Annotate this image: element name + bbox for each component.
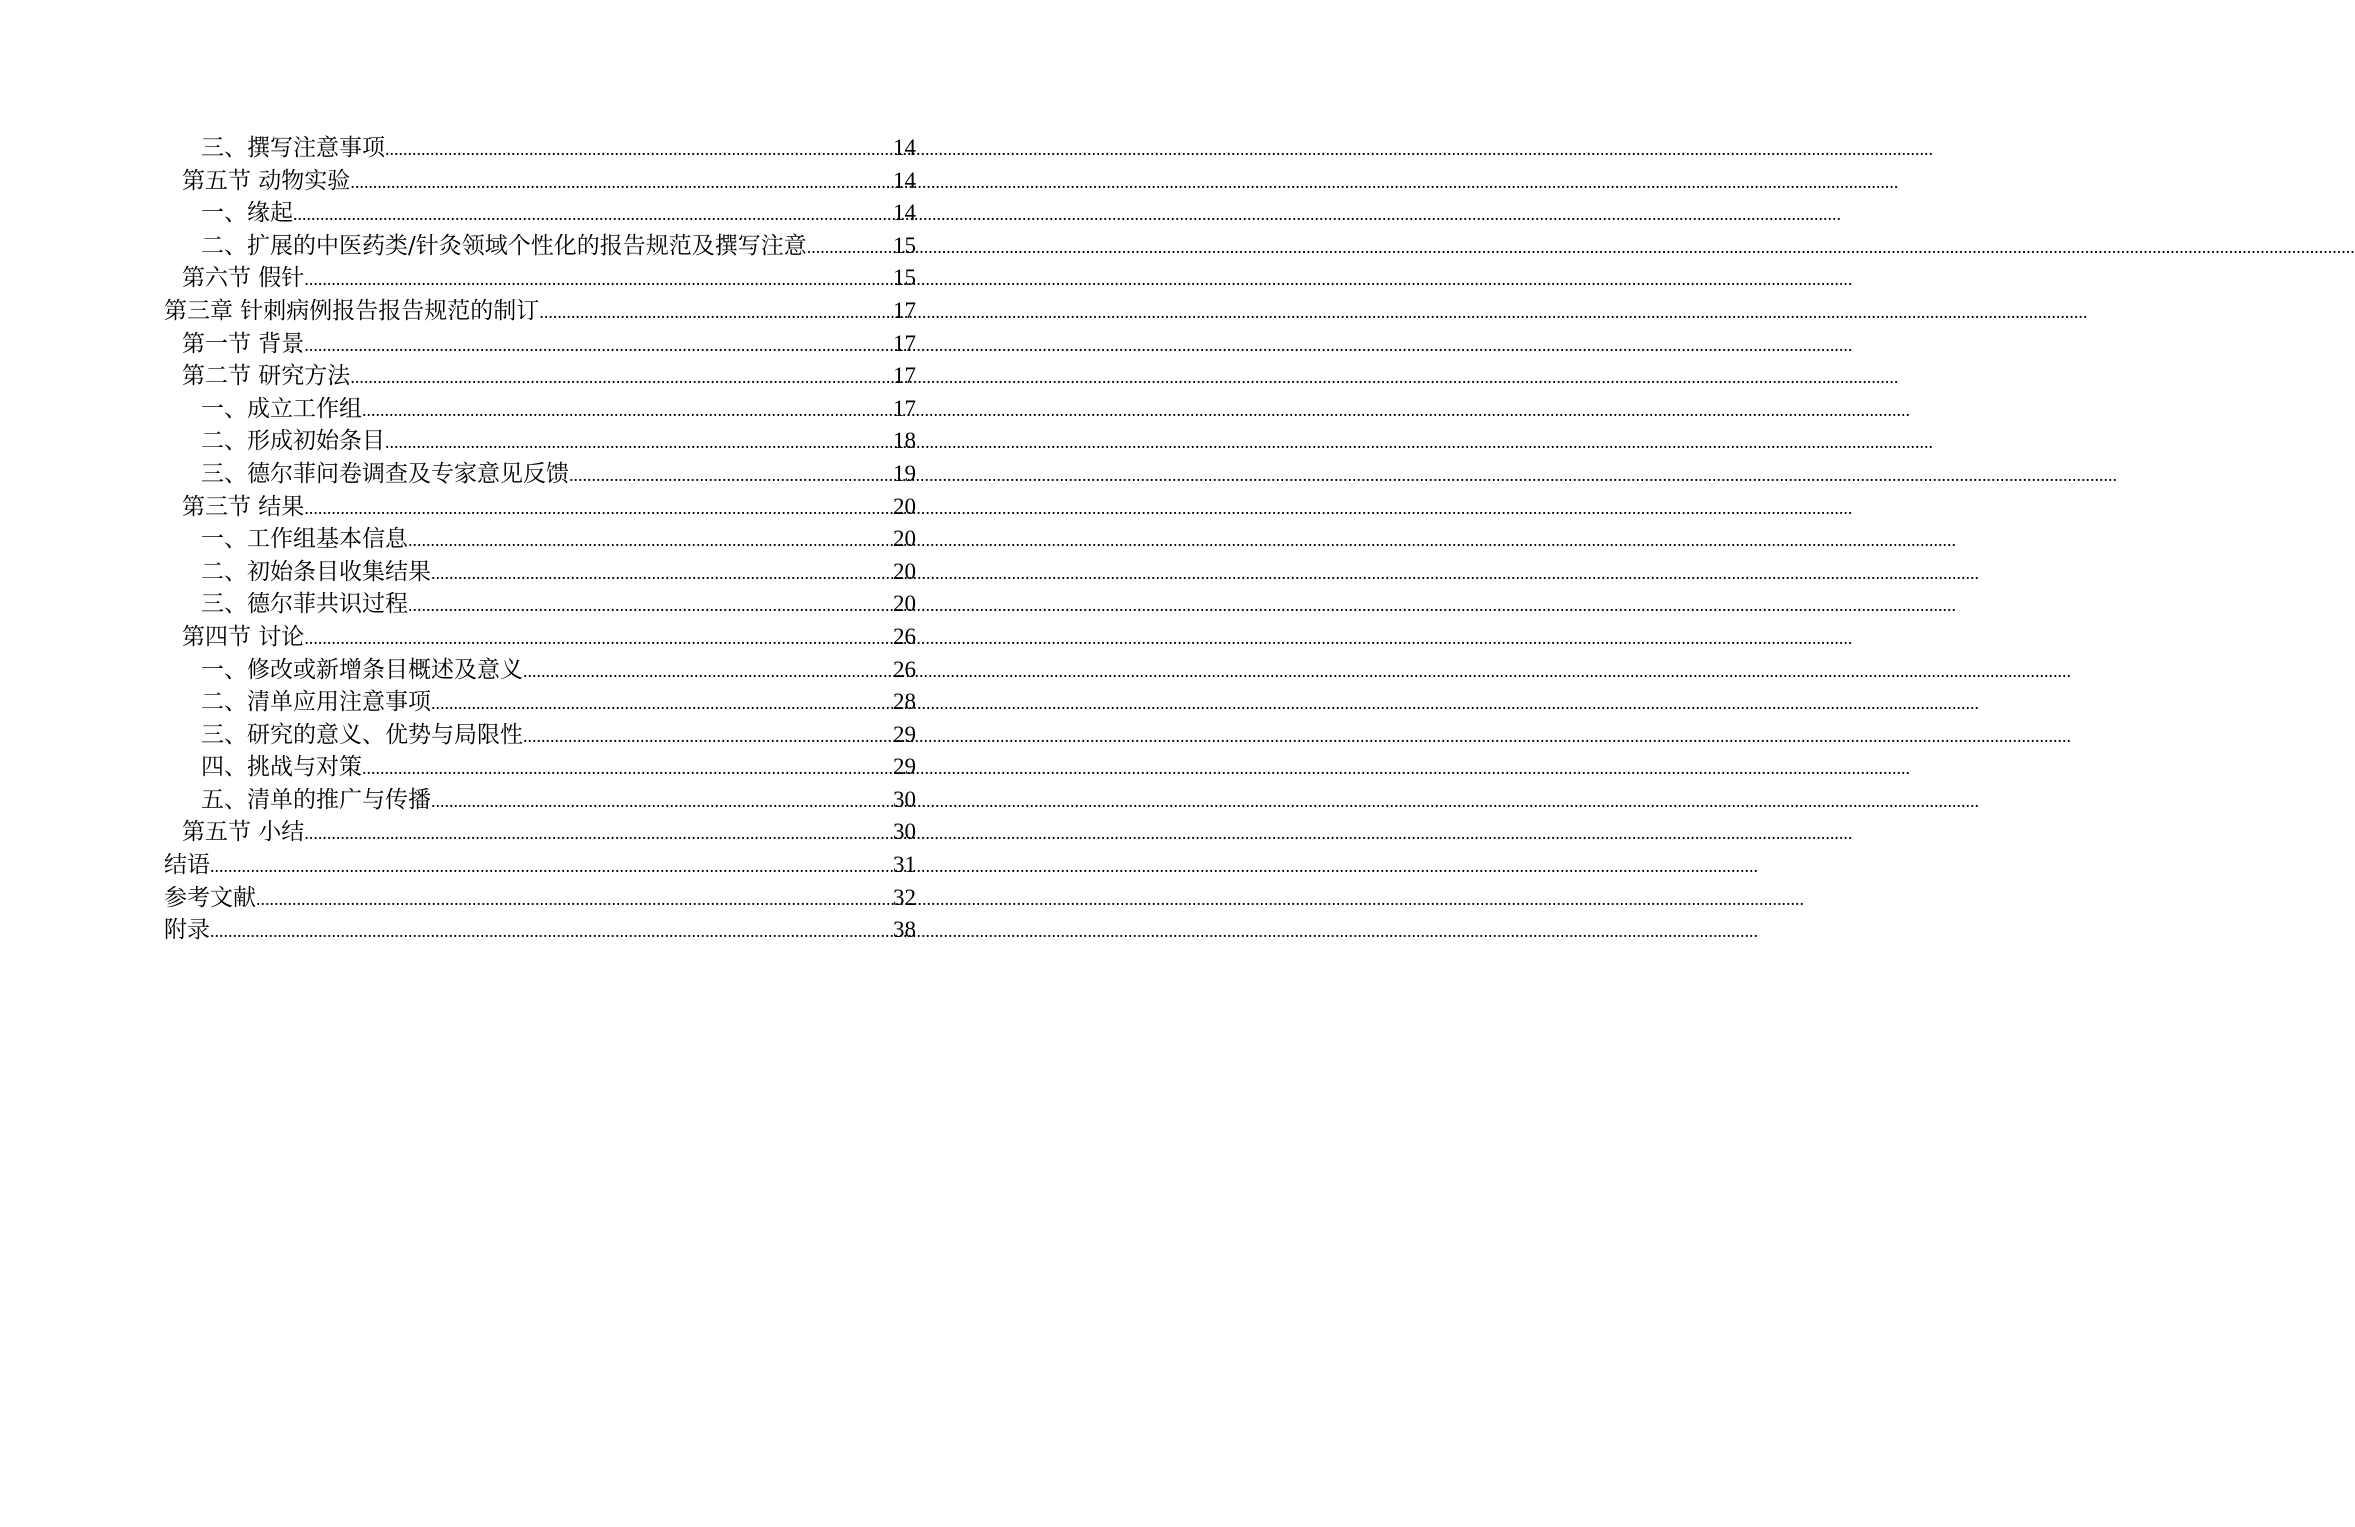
toc-entry-page: 20 xyxy=(893,493,916,519)
toc-entry[interactable] xyxy=(164,784,916,817)
toc-entry[interactable] xyxy=(164,425,916,458)
toc-entry[interactable] xyxy=(164,197,916,230)
toc-leader-dots xyxy=(210,915,893,948)
toc-entry-page: 19 xyxy=(893,460,916,486)
toc-entry-title: 第三章 针刺病例报告报告规范的制订 xyxy=(164,297,540,324)
toc-leader-dots xyxy=(350,361,893,394)
toc-entry-title: 二、清单应用注意事项 xyxy=(201,689,431,716)
toc-entry[interactable] xyxy=(164,719,916,752)
toc-entry-page: 26 xyxy=(893,623,916,649)
toc-leader-dots xyxy=(408,524,893,557)
toc-entry-title: 第六节 假针 xyxy=(182,265,305,292)
toc-entry-page: 20 xyxy=(893,526,916,552)
toc-entry-page: 14 xyxy=(893,200,916,226)
toc-entry[interactable] xyxy=(164,230,916,263)
toc-entry-page: 15 xyxy=(893,265,916,291)
toc-leader-dots xyxy=(304,817,893,850)
toc-entry-page: 17 xyxy=(893,363,916,389)
toc-entry[interactable] xyxy=(164,295,916,328)
toc-entry[interactable] xyxy=(164,458,916,491)
toc-entry-page: 17 xyxy=(893,297,916,323)
toc-entry[interactable] xyxy=(164,328,916,361)
toc-entry-title: 附录 xyxy=(164,917,210,944)
toc-entry-title: 一、修改或新增条目概述及意义 xyxy=(201,656,523,683)
toc-entry-title: 第三节 结果 xyxy=(182,493,305,520)
toc-entry-page: 17 xyxy=(893,330,916,356)
toc-entry[interactable] xyxy=(164,393,916,426)
toc-leader-dots xyxy=(408,589,893,622)
toc-entry-title: 参考文献 xyxy=(164,884,256,911)
toc-leader-dots xyxy=(362,394,893,427)
toc-leader-dots xyxy=(385,133,893,166)
toc-entry-title: 第二节 研究方法 xyxy=(182,363,351,390)
toc-entry-page: 18 xyxy=(893,428,916,454)
toc-entry[interactable] xyxy=(164,588,916,621)
toc-leader-dots xyxy=(293,198,893,231)
toc-entry-title: 结语 xyxy=(164,852,210,879)
toc-leader-dots xyxy=(431,785,893,818)
toc-entry-title: 第一节 背景 xyxy=(182,330,305,357)
toc-entry-title: 一、工作组基本信息 xyxy=(201,526,408,553)
toc-entry[interactable] xyxy=(164,262,916,295)
toc-entry-title: 三、德尔菲问卷调查及专家意见反馈 xyxy=(201,460,569,487)
toc-entry-page: 20 xyxy=(893,591,916,617)
toc-entry-page: 30 xyxy=(893,819,916,845)
toc-entry[interactable] xyxy=(164,686,916,719)
toc-entry-title: 二、形成初始条目 xyxy=(201,428,385,455)
toc-leader-dots xyxy=(304,329,893,362)
toc-entry[interactable] xyxy=(164,556,916,589)
toc-entry[interactable] xyxy=(164,914,916,947)
toc-leader-dots xyxy=(807,231,893,264)
toc-entry-title: 第五节 动物实验 xyxy=(182,167,351,194)
toc-leader-dots xyxy=(304,263,893,296)
toc-entry-title: 一、成立工作组 xyxy=(201,395,362,422)
toc-entry-page: 20 xyxy=(893,558,916,584)
toc-leader-dots xyxy=(569,459,893,492)
toc-entry[interactable] xyxy=(164,654,916,687)
toc-entry[interactable] xyxy=(164,132,916,165)
toc-entry[interactable] xyxy=(164,165,916,198)
toc-entry-page: 26 xyxy=(893,656,916,682)
toc-entry[interactable] xyxy=(164,849,916,882)
toc-leader-dots xyxy=(362,752,893,785)
toc-entry[interactable] xyxy=(164,882,916,915)
toc-entry-title: 三、研究的意义、优势与局限性 xyxy=(201,721,523,748)
toc-entry-title: 二、扩展的中医药类/针灸领域个性化的报告规范及撰写注意 xyxy=(201,232,807,259)
toc-entry-title: 五、清单的推广与传播 xyxy=(201,786,431,813)
toc-entry[interactable] xyxy=(164,360,916,393)
toc-entry-title: 第四节 讨论 xyxy=(182,623,305,650)
toc-entry-page: 38 xyxy=(893,917,916,943)
toc-entry-title: 二、初始条目收集结果 xyxy=(201,558,431,585)
toc-entry-page: 14 xyxy=(893,135,916,160)
toc-entry-page: 32 xyxy=(893,884,916,910)
toc-entry-page: 29 xyxy=(893,754,916,780)
toc-entry-title: 第五节 小结 xyxy=(182,819,305,846)
toc-leader-dots xyxy=(256,883,893,916)
toc-entry[interactable] xyxy=(164,491,916,524)
toc-leader-dots xyxy=(523,655,893,688)
toc-entry-title: 三、撰写注意事项 xyxy=(201,135,385,161)
toc-leader-dots xyxy=(431,557,893,590)
toc-entry[interactable] xyxy=(164,751,916,784)
toc-entry-page: 28 xyxy=(893,689,916,715)
toc-leader-dots xyxy=(304,492,893,525)
toc-entry-title: 一、缘起 xyxy=(201,200,293,227)
table-of-contents xyxy=(164,132,916,947)
toc-entry-page: 14 xyxy=(893,167,916,193)
toc-entry-title: 三、德尔菲共识过程 xyxy=(201,591,408,618)
toc-leader-dots xyxy=(210,850,893,883)
toc-leader-dots xyxy=(385,426,893,459)
toc-entry-page: 30 xyxy=(893,786,916,812)
toc-entry-page: 15 xyxy=(893,232,916,258)
toc-entry-page: 31 xyxy=(893,852,916,878)
toc-entry[interactable] xyxy=(164,816,916,849)
toc-entry-page: 29 xyxy=(893,721,916,747)
toc-leader-dots xyxy=(431,687,893,720)
toc-leader-dots xyxy=(304,622,893,655)
toc-leader-dots xyxy=(350,166,893,199)
toc-leader-dots xyxy=(523,720,893,753)
toc-entry-title: 四、挑战与对策 xyxy=(201,754,362,781)
toc-entry[interactable] xyxy=(164,621,916,654)
toc-leader-dots xyxy=(539,296,893,329)
toc-entry[interactable] xyxy=(164,523,916,556)
toc-entry-page: 17 xyxy=(893,395,916,421)
